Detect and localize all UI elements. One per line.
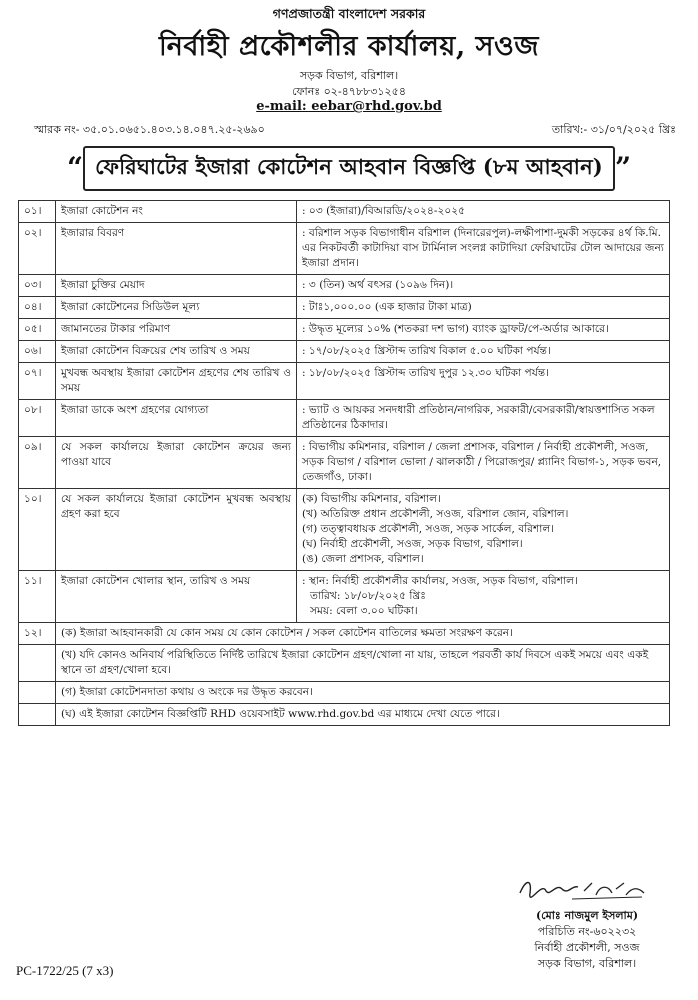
division-line: সড়ক বিভাগ, বরিশাল।	[299, 69, 399, 82]
table-row	[19, 341, 670, 363]
table-row	[19, 682, 670, 704]
signatory-office: সড়ক বিভাগ, বরিশাল।	[537, 957, 637, 970]
notice-table-body	[19, 201, 670, 726]
table-row	[19, 201, 670, 223]
row-value: : বরিশাল সড়ক বিভাগাধীন বরিশাল (দিনারেরপুল)-লক্ষীপাশা-দুমকী সড়কের ৪র্থ কি.মি. এর নিকটবর্তী কাটাদিয়া বাস টার্মিনাল সংলগ্ন কাটাদিয়া ফেরিঘাটের টোল আদায়ের জন্য ইজারা প্রদান।	[297, 223, 670, 275]
row-label: ইজারা চুক্তির মেয়াদ	[56, 275, 297, 297]
row-value: : ১৮/০৮/২০২৫ খ্রিস্টাব্দ তারিখ দুপুর ১২.৩০ ঘটিকা পর্যন্ত।	[297, 363, 670, 400]
table-row	[19, 645, 670, 682]
table-row	[19, 571, 670, 623]
table-row	[19, 297, 670, 319]
list-item: (ঘ) নির্বাহী প্রকৌশলী, সওজ, সড়ক বিভাগ, বরিশাল।	[302, 538, 523, 550]
opening-time: সময়: বেলা ৩.০০ ঘটিকা।	[310, 605, 418, 617]
signatory-id: পরিচিতি নং-৬০২২৩২	[537, 925, 637, 938]
row-number: ০৭।	[19, 363, 56, 400]
list-item: (গ) তত্ত্বাবধায়ক প্রকৌশলী, সওজ, সড়ক সার্কেল, বরিশাল।	[302, 523, 555, 535]
row-value: : ০৩ (ইজারা)/বিআরডি/২০২৪-২০২৫	[297, 201, 670, 223]
notice-table	[18, 200, 670, 726]
row-value: : ৩ (তিন) অর্থ বৎসর (১০৯৬ দিন)।	[297, 275, 670, 297]
row-value: : বিভাগীয় কমিশনার, বরিশাল / জেলা প্রশাসক, বরিশাল / নির্বাহী প্রকৌশলী, সওজ, সড়ক বিভাগ / বরিশাল ভোলা / ঝালকাঠী / পিরোজপুর/ প্ল্যানিং বিভাগ-১, সড়ক ভবন, তেজগাঁও, ঢাকা।	[297, 437, 670, 489]
handwritten-signature	[512, 873, 652, 903]
receiving-offices-list	[297, 489, 670, 571]
table-row	[19, 623, 670, 645]
row-value: : ১৭/০৮/২০২৫ খ্রিস্টাব্দ তারিখ বিকাল ৫.০০ ঘটিকা পর্যন্ত।	[297, 341, 670, 363]
row-number: ১২।	[19, 623, 56, 645]
memo-number: স্মারক নং- ৩৫.০১.০৬৫১.৪০৩.১৪.০৪৭.২৫-২৬৯০	[34, 123, 265, 136]
list-item: (ঙ) জেলা প্রশাসক, বরিশাল।	[302, 553, 424, 565]
row-label: ইজারা কোটেশন খোলার স্থান, তারিখ ও সময়	[56, 571, 297, 623]
row-number: ০৩।	[19, 275, 56, 297]
row-number: ০৪।	[19, 297, 56, 319]
row-number: ১১।	[19, 571, 56, 623]
row-number: ০৯।	[19, 437, 56, 489]
table-row	[19, 363, 670, 400]
row-number: ০৫।	[19, 319, 56, 341]
row-label: ইজারা কোটেশন নং	[56, 201, 297, 223]
row-number: ১০।	[19, 489, 56, 571]
row-number: ০৬।	[19, 341, 56, 363]
table-row	[19, 400, 670, 437]
condition-item: (ঘ) এই ইজারা কোটেশন বিজ্ঞপ্তিটি RHD ওয়েবসাইট www.rhd.gov.bd এর মাধ্যমে দেখা যেতে পারে।	[56, 704, 670, 726]
row-label: যে সকল কার্যালয়ে ইজারা কোটেশন ক্রয়ের জন্য পাওয়া যাবে	[56, 437, 297, 489]
condition-item: (গ) ইজারা কোটেশনদাতা কথায় ও অংকে দর উদ্ধৃত করবেন।	[56, 682, 670, 704]
row-label: জামানতের টাকার পরিমাণ	[56, 319, 297, 341]
email-line	[0, 99, 698, 114]
row-value: : ভ্যাট ও আয়কর সনদধারী প্রতিষ্ঠান/নাগরিক, সরকারী/বেসরকারী/স্বায়ত্তশাসিত সকল প্রতিষ্ঠানের ঠিকাদার।	[297, 400, 670, 437]
signatory-name: (মোঃ নাজমুল ইসলাম)	[535, 909, 639, 922]
table-row	[19, 319, 670, 341]
email-link[interactable]: e-mail: eebar@rhd.gov.bd	[256, 99, 442, 114]
row-number: ০২।	[19, 223, 56, 275]
government-heading: গণপ্রজাতন্ত্রী বাংলাদেশ সরকার	[272, 6, 426, 21]
notice-title-row	[0, 146, 698, 191]
table-row	[19, 704, 670, 726]
condition-item: (ক) ইজারা আহবানকারী যে কোন সময় যে কোন কোটেশন / সকল কোটেশন বাতিলের ক্ষমতা সংরক্ষণ করেন।	[56, 623, 670, 645]
signature-block	[492, 908, 682, 972]
close-quote: ”	[614, 151, 632, 184]
table-row	[19, 489, 670, 571]
office-title: নির্বাহী প্রকৌশলীর কার্যালয়, সওজ	[159, 31, 539, 62]
table-row	[19, 437, 670, 489]
row-label: মুখবন্ধ অবস্থায় ইজারা কোটেশন গ্রহণের শেষ তারিখ ও সময়	[56, 363, 297, 400]
condition-item: (খ) যদি কোনও অনিবার্য পরিস্থিতিতে নির্দিষ্ট তারিখে ইজারা কোটেশন গ্রহণ/খোলা না যায়, তাহলে পরবর্তী কার্য দিবসে একই সময়ে এবং একই স্থানে তা গ্রহণ/খোলা হবে।	[56, 645, 670, 682]
row-label: ইজারা ডাকে অংশ গ্রহণের যোগ্যতা	[56, 400, 297, 437]
pc-number: PC-1722/25 (7 x3)	[16, 963, 114, 978]
row-label: ইজারা কোটেশন বিক্রয়ের শেষ তারিখ ও সময়	[56, 341, 297, 363]
phone-line: ফোনঃ ০২-৪৭৮৮৩১২৫৪	[292, 85, 406, 98]
row-label: ইজারা কোটেশনের সিডিউল মূল্য	[56, 297, 297, 319]
row-value: : উদ্ধৃত মূল্যের ১০% (শতকরা দশ ভাগ) ব্যাংক ড্রাফট/পে-অর্ডার আকারে।	[297, 319, 670, 341]
row-label: যে সকল কার্যালয়ে ইজারা কোটেশন মুখবন্ধ অবস্থায় গ্রহণ করা হবে	[56, 489, 297, 571]
row-label: ইজারার বিবরণ	[56, 223, 297, 275]
list-item: (খ) অতিরিক্ত প্রধান প্রকৌশলী, সওজ, বরিশাল জোন, বরিশাল।	[302, 508, 569, 520]
opening-details	[297, 571, 670, 623]
notice-date: তারিখ:- ৩১/০৭/২০২৫ খ্রিঃ	[551, 123, 676, 136]
table-row	[19, 275, 670, 297]
opening-date: তারিখ: ১৮/০৮/২০২৫ খ্রিঃ	[310, 590, 426, 602]
notice-title: ফেরিঘাটের ইজারা কোটেশন আহবান বিজ্ঞপ্তি (৮ম আহবান)	[83, 146, 615, 191]
row-number: ০৮।	[19, 400, 56, 437]
signatory-designation: নির্বাহী প্রকৌশলী, সওজ	[534, 941, 640, 954]
row-number: ০১।	[19, 201, 56, 223]
table-row	[19, 223, 670, 275]
list-item: (ক) বিভাগীয় কমিশনার, বরিশাল।	[302, 493, 441, 505]
open-quote: “	[66, 151, 84, 184]
opening-place: : স্থান: নির্বাহী প্রকৌশলীর কার্যালয়, সওজ, সড়ক বিভাগ, বরিশাল।	[302, 575, 578, 587]
row-value: : টাঃ১,০০০.০০ (এক হাজার টাকা মাত্র)	[297, 297, 670, 319]
